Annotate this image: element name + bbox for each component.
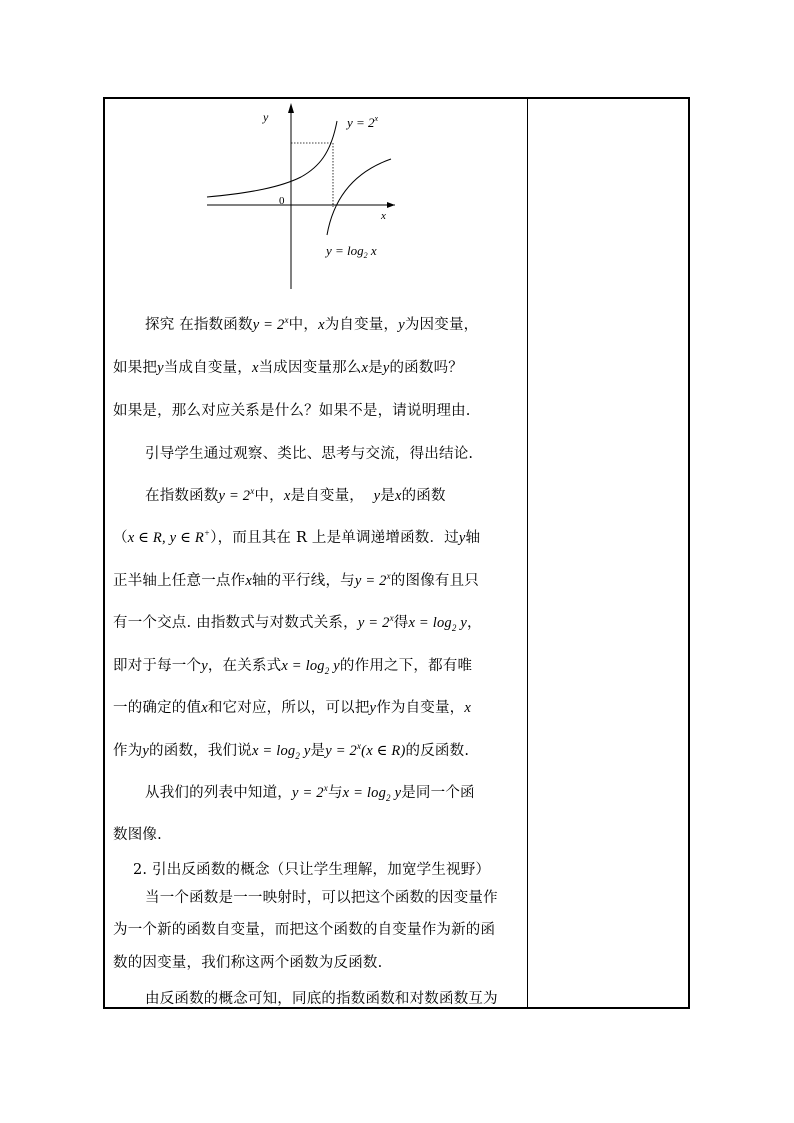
math-var: y [201, 658, 208, 674]
math-var: x [201, 700, 208, 716]
math-var: y [373, 488, 381, 504]
paragraph-5 [145, 484, 553, 505]
math [253, 317, 289, 333]
math-var: x [361, 360, 369, 376]
lesson-table [103, 97, 690, 1009]
text: 为因变量， [404, 317, 479, 333]
origin-label: 0 [279, 195, 285, 207]
math [343, 785, 402, 801]
math-var: x [318, 317, 325, 333]
log-curve-label-base: 2 [363, 251, 368, 260]
exp-curve-label-exp: x [374, 114, 379, 123]
paragraph-9 [113, 654, 521, 676]
math-exp: x [389, 613, 394, 624]
math-exp: + [203, 528, 211, 539]
paragraph-18 [145, 987, 553, 1008]
math-exp: x [250, 486, 255, 497]
paragraph-8 [113, 611, 521, 633]
paragraph-2 [113, 356, 521, 377]
text: 一的确定的值 [113, 700, 202, 716]
math-var: x [394, 488, 402, 504]
log-curve [327, 159, 391, 235]
math-base: y = 2 [325, 743, 357, 759]
text: 轴的平行线，与 [251, 573, 355, 589]
text: 为一个新的函数自变量，而把这个函数的自变量作为新的函 [113, 922, 496, 938]
text: 是同一个函 [401, 785, 475, 801]
text: 当一个函数是一一映射时，可以把这个函数的因变量作 [145, 890, 498, 906]
text: 在指数函数 [145, 488, 219, 504]
text: 数的因变量，我们称这两个函数为反函数. [113, 955, 383, 971]
text: 当成自变量， [163, 360, 252, 376]
x-axis-arrow [387, 202, 395, 208]
math-base: x = log [408, 615, 452, 631]
y-axis-arrow [288, 103, 294, 113]
paragraph-12 [145, 781, 553, 803]
text: 中， [254, 488, 284, 504]
text: 和它对应，所以，可以把 [207, 700, 370, 716]
x-axis-label: x [381, 210, 386, 222]
math-base: x = log [281, 658, 325, 674]
paragraph-10 [113, 696, 521, 717]
math [252, 743, 311, 759]
math-var: x [283, 488, 291, 504]
text: 有一个交点. 由指数式与对数式关系， [113, 615, 358, 631]
math-exp: x [356, 741, 362, 752]
paragraph-15 [145, 886, 553, 907]
paragraph-11 [113, 739, 521, 761]
text: 为自变量， [324, 317, 399, 333]
text: 是 [310, 743, 326, 759]
math-var: y [398, 317, 405, 333]
text: ，在关系式 [207, 658, 282, 674]
content-cell [105, 99, 527, 1007]
text: 的图像有且只 [390, 573, 479, 589]
text: 正半轴上任意一点作 [113, 573, 246, 589]
text: 是自变量， [290, 488, 364, 504]
paragraph-14 [133, 858, 541, 879]
text: 作为自变量， [376, 700, 465, 716]
section-heading: 2. 引出反函数的概念（只让学生理解，加宽学生视野） [133, 862, 491, 878]
paragraph-6 [113, 526, 521, 547]
math [292, 785, 328, 801]
math-exp: x [386, 571, 391, 582]
math-base: y = 2 [252, 317, 285, 333]
text: （ [113, 530, 128, 546]
math-sub: 2 [451, 622, 457, 633]
math-base: x = log [342, 785, 387, 801]
text: 的函数吗？ [389, 360, 463, 376]
text: 是 [368, 360, 383, 376]
math-base: x ∈ R, y ∈ R [127, 530, 204, 546]
math-base: y = 2 [354, 573, 387, 589]
math-base: y [300, 743, 311, 759]
y-axis-label: y [263, 110, 269, 124]
text: 引导学生通过观察、类比、思考与交流，得出结论. [145, 446, 474, 462]
math-base: y [329, 658, 340, 674]
math-sub: 2 [386, 792, 391, 803]
math [281, 658, 340, 674]
math-base: y = 2 [218, 488, 251, 504]
math [219, 488, 255, 504]
text: 即对于每一个 [113, 658, 202, 674]
math-var: x [464, 700, 472, 716]
text: 与 [327, 785, 343, 801]
math-sub: 2 [295, 750, 301, 761]
paragraph-1 [145, 313, 553, 334]
math [358, 615, 394, 631]
math-var: y [369, 700, 377, 716]
exp-curve-label-main: y = 2 [347, 115, 375, 130]
math [355, 573, 391, 589]
text: 数图像. [113, 827, 162, 843]
function-graph [201, 101, 401, 293]
math-base: (x ∈ R) [361, 743, 406, 759]
text: 中， [288, 317, 319, 333]
text: 轴 [465, 530, 481, 546]
exp-curve [207, 121, 337, 197]
paragraph-3 [113, 399, 521, 420]
math-var: y [458, 530, 466, 546]
math-exp: x [323, 783, 328, 794]
log-curve-label-b: x [367, 243, 377, 258]
math [128, 530, 210, 546]
math-base: y [456, 615, 468, 631]
math-sub: 2 [324, 665, 330, 676]
exp-curve-label [345, 114, 379, 130]
text: . [464, 743, 470, 759]
text: 作为 [113, 743, 143, 759]
text: 由反函数的概念可知，同底的指数函数和对数函数互为 [145, 991, 498, 1007]
text: 当成因变量那么 [258, 360, 362, 376]
text: 探究 在指数函数 [145, 317, 253, 333]
text: 的作用之下，都有唯 [339, 658, 473, 674]
text: 得 [393, 615, 409, 631]
math-base: x = log [251, 743, 296, 759]
log-curve-label-a: y = log [326, 243, 364, 258]
math-exp: x [284, 315, 289, 326]
text: 的反函数 [405, 743, 465, 759]
text: 是 [380, 488, 395, 504]
text: 如果是，那么对应关系是什么？如果不是，请说明理由. [113, 403, 471, 419]
text: 从我们的列表中知道， [145, 785, 292, 801]
paragraph-17 [113, 951, 521, 972]
math-base: y = 2 [292, 785, 324, 801]
text: 的函数 [401, 488, 446, 504]
math-var: y [157, 360, 164, 376]
math-var: x [251, 360, 259, 376]
math [408, 615, 467, 631]
text: ），而且其在 R 上是单调递增函数．过 [210, 530, 459, 546]
math-var: x [245, 573, 252, 589]
paragraph-16 [113, 918, 521, 939]
math-var: y [382, 360, 390, 376]
math-base: y = 2 [357, 615, 390, 631]
text: 如果把 [113, 360, 158, 376]
paragraph-13 [113, 823, 521, 844]
text: 的函数，我们说 [149, 743, 252, 759]
math [325, 743, 405, 759]
log-curve-label [324, 243, 377, 260]
paragraph-7 [113, 569, 521, 590]
math-var: y [142, 743, 150, 759]
text: ， [467, 615, 482, 631]
math-base: y [390, 785, 402, 801]
paragraph-4 [145, 442, 553, 463]
